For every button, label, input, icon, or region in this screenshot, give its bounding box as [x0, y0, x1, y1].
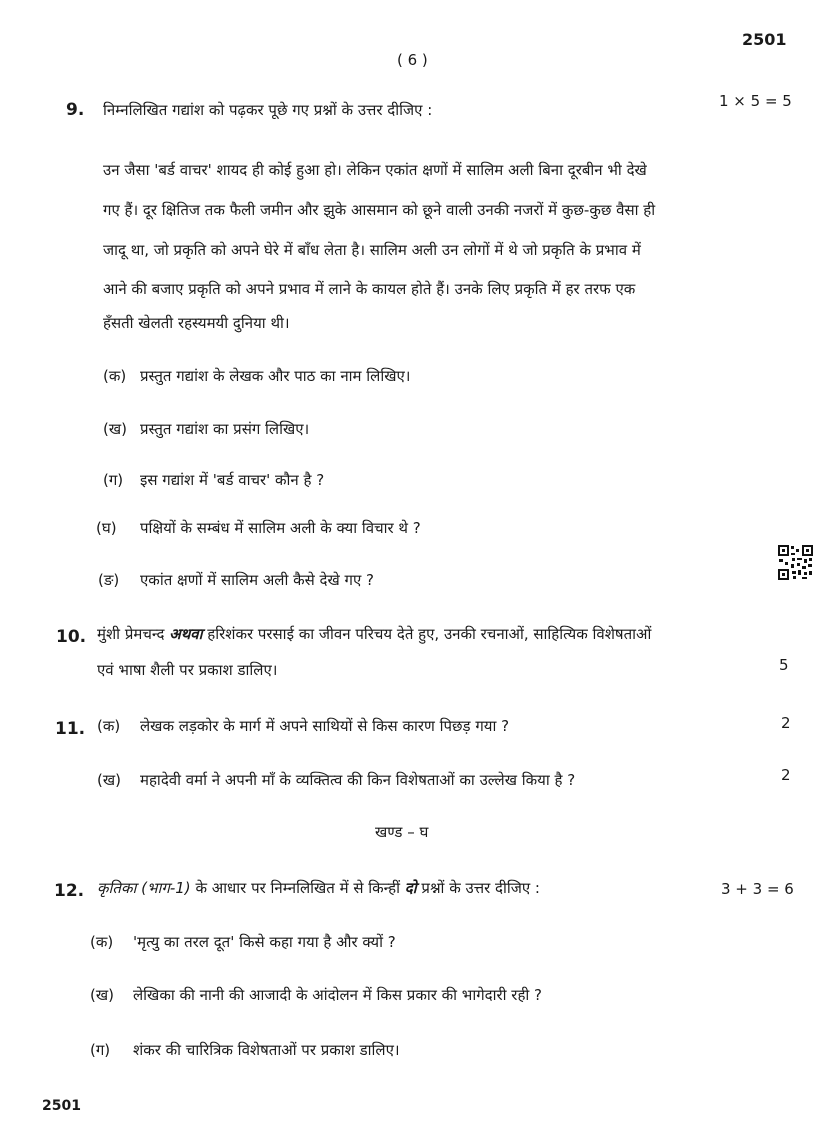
question-10-marks: 5	[779, 656, 789, 674]
question-11-part-marks: 2	[781, 766, 791, 784]
question-9-part-label: (क)	[103, 367, 127, 385]
question-12-part-label: (ग)	[90, 1041, 111, 1059]
author-1: मुंशी प्रेमचन्द	[97, 625, 170, 643]
question-9-part-text: एकांत क्षणों में सालिम अली कैसे देखे गए ?	[140, 571, 375, 589]
question-12-part-text: शंकर की चारित्रिक विशेषताओं पर प्रकाश डालिए।	[133, 1041, 400, 1059]
passage-line: गए हैं। दूर क्षितिज तक फैली जमीन और झुके आसमान को छूने वाली उनकी नजरों में कुछ-कुछ वैसा ही	[103, 201, 656, 219]
question-number-10: 10.	[56, 627, 87, 647]
prompt-text-b: प्रश्नों के उत्तर दीजिए :	[416, 879, 540, 897]
question-9-part-label: (ख)	[103, 420, 127, 438]
question-12-part-text: लेखिका की नानी की आजादी के आंदोलन में किस प्रकार की भागेदारी रही ?	[133, 986, 543, 1004]
question-10-text-line2: एवं भाषा शैली पर प्रकाश डालिए।	[97, 661, 278, 679]
page-code-top: 2501	[742, 30, 787, 49]
book-title: कृतिका (भाग-1)	[97, 879, 191, 897]
question-number-9: 9.	[66, 100, 85, 120]
prompt-text-a: के आधार पर निम्नलिखित में से किन्हीं	[190, 879, 405, 897]
question-9-marks: 1 × 5 = 5	[719, 92, 792, 110]
question-11-part-text: महादेवी वर्मा ने अपनी माँ के व्यक्तित्व की किन विशेषताओं का उल्लेख किया है ?	[140, 771, 576, 789]
question-9-prompt: निम्नलिखित गद्यांश को पढ़कर पूछे गए प्रश्नों के उत्तर दीजिए :	[103, 101, 433, 119]
prompt-count: दो	[404, 879, 417, 897]
question-12-part-text: 'मृत्यु का तरल दूत' किसे कहा गया है और क्यों ?	[133, 933, 396, 951]
passage-line: आने की बजाए प्रकृति को अपने प्रभाव में लाने के कायल होते हैं। उनके लिए प्रकृति में हर तरफ एक	[103, 280, 636, 298]
page-number: ( 6 )	[397, 51, 428, 69]
qr-code-icon	[777, 544, 814, 581]
question-9-part-label: (घ)	[96, 519, 117, 537]
question-9-part-text: प्रस्तुत गद्यांश के लेखक और पाठ का नाम लिखिए।	[140, 367, 411, 385]
question-9-part-label: (ङ)	[98, 571, 120, 589]
question-12-part-label: (ख)	[90, 986, 114, 1004]
author-2-text: हरिशंकर परसाई का जीवन परिचय देते हुए, उनकी रचनाओं, साहित्यिक विशेषताओं	[202, 625, 652, 643]
question-12-prompt	[97, 878, 540, 898]
question-11-part-text: लेखक लड़कोर के मार्ग में अपने साथियों से किस कारण पिछड़ गया ?	[140, 717, 510, 735]
question-9-part-label: (ग)	[103, 471, 124, 489]
question-11-part-label: (ख)	[97, 771, 121, 789]
passage-line: जादू था, जो प्रकृति को अपने घेरे में बाँध लेता है। सालिम अली उन लोगों में थे जो प्रकृति के प्रभाव में	[103, 241, 641, 259]
question-12-part-label: (क)	[90, 933, 114, 951]
question-11-part-marks: 2	[781, 714, 791, 732]
question-10-text-line1	[97, 624, 651, 644]
question-9-part-text: इस गद्यांश में 'बर्ड वाचर' कौन है ?	[140, 471, 325, 489]
question-9-part-text: प्रस्तुत गद्यांश का प्रसंग लिखिए।	[140, 420, 310, 438]
page-code-bottom: 2501	[42, 1098, 81, 1114]
question-12-marks: 3 + 3 = 6	[721, 880, 794, 898]
question-number-11: 11.	[55, 719, 86, 739]
section-title: खण्ड – घ	[375, 823, 429, 841]
question-9-part-text: पक्षियों के सम्बंध में सालिम अली के क्या विचार थे ?	[140, 519, 421, 537]
question-number-12: 12.	[54, 881, 85, 901]
passage-line: हँसती खेलती रहस्यमयी दुनिया थी।	[103, 314, 290, 332]
passage-line: उन जैसा 'बर्ड वाचर' शायद ही कोई हुआ हो। लेकिन एकांत क्षणों में सालिम अली बिना दूरबीन भी देखे	[103, 161, 647, 179]
question-11-part-label: (क)	[97, 717, 121, 735]
or-text: अथवा	[169, 625, 203, 643]
